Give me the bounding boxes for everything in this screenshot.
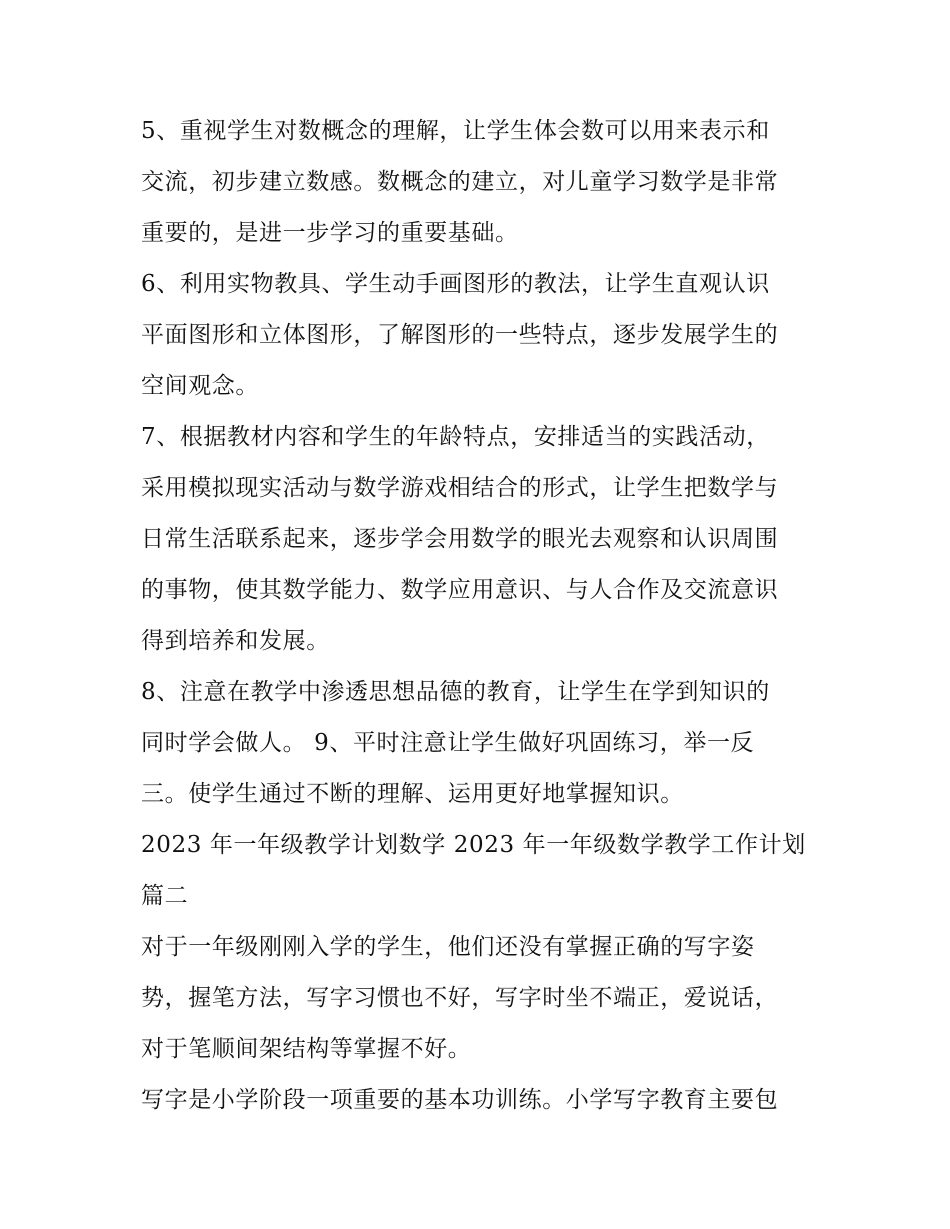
- document-body: [141, 106, 821, 1126]
- section-heading: 篇二: [141, 883, 189, 909]
- text-line: 同时学会做人。 9、平时注意让学生做好巩固练习，举一反: [141, 730, 755, 756]
- text-line: 日常生活联系起来，逐步学会用数学的眼光去观察和认识周围: [141, 526, 779, 552]
- text-line: 势，握笔方法，写字习惯也不好，写字时坐不端正，爱说话，: [141, 985, 779, 1011]
- text-line: 对于一年级刚刚入学的学生，他们还没有掌握正确的写字姿: [141, 934, 755, 960]
- text-line: 7、根据教材内容和学生的年龄特点，安排适当的实践活动，: [141, 424, 770, 450]
- text-line: 重要的，是进一步学习的重要基础。: [141, 220, 519, 246]
- text-line: 空间观念。: [141, 373, 259, 399]
- text-line: 6、利用实物教具、学生动手画图形的教法，让学生直观认识: [141, 271, 770, 297]
- text-line: 三。使学生通过不断的理解、运用更好地掌握知识。: [141, 781, 684, 807]
- text-line: 写字是小学阶段一项重要的基本功训练。小学写字教育主要包: [141, 1087, 779, 1113]
- text-line: 对于笔顺间架结构等掌握不好。: [141, 1036, 472, 1062]
- text-line: 交流，初步建立数感。数概念的建立，对儿童学习数学是非常: [141, 169, 779, 195]
- text-line: 8、注意在教学中渗透思想品德的教育，让学生在学到知识的: [141, 679, 770, 705]
- text-line: 平面图形和立体图形，了解图形的一些特点，逐步发展学生的: [141, 322, 779, 348]
- section-heading: 2023 年一年级教学计划数学 2023 年一年级数学教学工作计划: [141, 832, 806, 858]
- text-line: 采用模拟现实活动与数学游戏相结合的形式，让学生把数学与: [141, 475, 779, 501]
- text-line: 得到培养和发展。: [141, 628, 330, 654]
- text-line: 5、重视学生对数概念的理解，让学生体会数可以用来表示和: [141, 118, 770, 144]
- text-line: 的事物，使其数学能力、数学应用意识、与人合作及交流意识: [141, 577, 779, 603]
